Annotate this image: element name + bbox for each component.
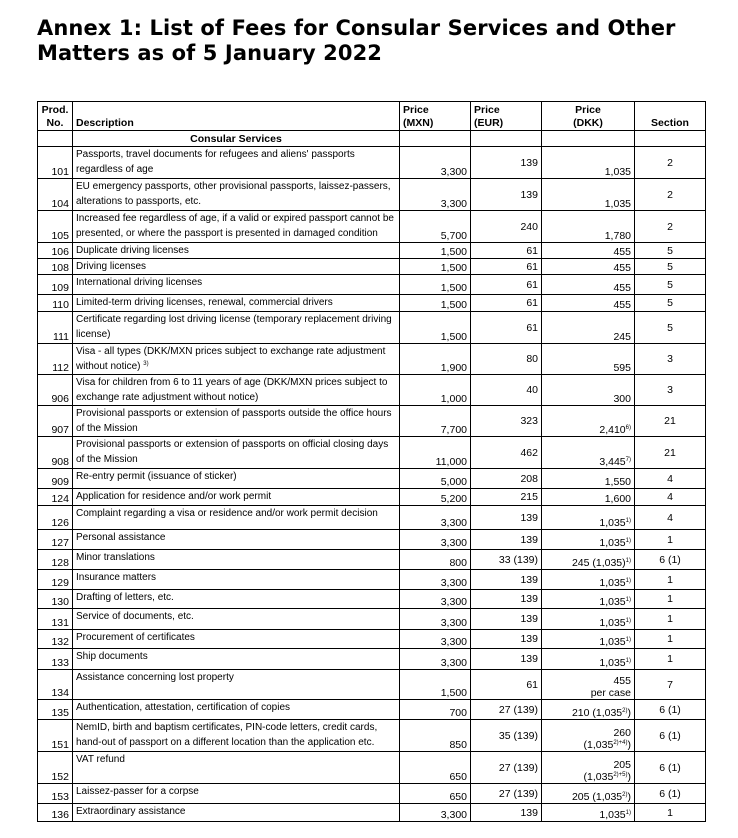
section-cell: 1 bbox=[635, 530, 706, 550]
description-cell bbox=[73, 752, 400, 784]
table-row bbox=[38, 506, 706, 530]
description-cell bbox=[73, 344, 400, 375]
price-dkk-value: 455 bbox=[613, 262, 631, 274]
section-cell: 1 bbox=[635, 649, 706, 670]
price-dkk-cell bbox=[542, 243, 635, 259]
description-cell bbox=[73, 590, 400, 609]
price-mxn-cell: 3,300 bbox=[400, 570, 471, 590]
table-row bbox=[38, 720, 706, 752]
table-row bbox=[38, 437, 706, 469]
footnote-ref: 2)+5) bbox=[613, 772, 628, 778]
table-row bbox=[38, 784, 706, 804]
price-dkk-cell bbox=[542, 312, 635, 344]
section-cell: 5 bbox=[635, 295, 706, 312]
price-eur-cell: 35 (139) bbox=[471, 720, 542, 752]
price-eur-cell: 27 (139) bbox=[471, 752, 542, 784]
footnote-ref: 1) bbox=[625, 658, 631, 664]
header-prod-no: Prod. No. bbox=[38, 102, 73, 131]
price-mxn-cell: 5,200 bbox=[400, 489, 471, 506]
price-mxn-cell: 3,300 bbox=[400, 147, 471, 179]
table-row bbox=[38, 179, 706, 211]
price-dkk-cell bbox=[542, 147, 635, 179]
section-cell: 6 (1) bbox=[635, 550, 706, 570]
price-dkk-cell bbox=[542, 590, 635, 609]
description-cell bbox=[73, 295, 400, 312]
section-heading: Consular Services bbox=[73, 131, 400, 147]
price-dkk-cell bbox=[542, 259, 635, 275]
price-dkk-value: 1,600 bbox=[604, 493, 631, 505]
price-eur-cell: 139 bbox=[471, 506, 542, 530]
price-eur-cell: 323 bbox=[471, 406, 542, 437]
price-dkk-note: per case bbox=[590, 687, 631, 699]
table-row bbox=[38, 752, 706, 784]
description-cell bbox=[73, 437, 400, 469]
price-dkk-cell bbox=[542, 609, 635, 630]
prod-no-cell: 134 bbox=[38, 670, 73, 700]
price-mxn-cell: 700 bbox=[400, 700, 471, 720]
footnote-ref: 1) bbox=[625, 597, 631, 603]
description-cell bbox=[73, 179, 400, 211]
price-dkk-value: 455 bbox=[613, 299, 631, 311]
price-dkk-cell bbox=[542, 530, 635, 550]
footnote-ref: 3) bbox=[143, 361, 149, 367]
price-eur-cell: 139 bbox=[471, 590, 542, 609]
prod-no-cell: 129 bbox=[38, 570, 73, 590]
price-mxn-cell: 3,300 bbox=[400, 590, 471, 609]
description-cell bbox=[73, 784, 400, 804]
price-dkk-cell bbox=[542, 506, 635, 530]
description-cell bbox=[73, 243, 400, 259]
description-cell bbox=[73, 700, 400, 720]
price-mxn-cell: 3,300 bbox=[400, 530, 471, 550]
price-mxn-cell: 650 bbox=[400, 784, 471, 804]
section-cell: 1 bbox=[635, 570, 706, 590]
description-cell bbox=[73, 609, 400, 630]
price-eur-cell: 139 bbox=[471, 804, 542, 822]
prod-no-cell: 109 bbox=[38, 275, 73, 295]
description-cell bbox=[73, 649, 400, 670]
table-row bbox=[38, 700, 706, 720]
prod-no-cell: 131 bbox=[38, 609, 73, 630]
section-cell: 5 bbox=[635, 259, 706, 275]
description-text: Certificate regarding lost driving license (temporary replacement driving license) bbox=[76, 314, 392, 340]
price-eur-cell: 139 bbox=[471, 630, 542, 649]
price-dkk-close: ) bbox=[627, 791, 631, 803]
section-cell: 6 (1) bbox=[635, 700, 706, 720]
price-dkk-value: 1,780 bbox=[604, 230, 631, 242]
description-text: Authentication, attestation, certification of copies bbox=[76, 702, 291, 713]
description-cell bbox=[73, 530, 400, 550]
price-mxn-cell: 3,300 bbox=[400, 630, 471, 649]
table-row bbox=[38, 275, 706, 295]
price-eur-cell: 61 bbox=[471, 243, 542, 259]
footnote-ref: 2) bbox=[622, 792, 628, 798]
section-cell: 6 (1) bbox=[635, 752, 706, 784]
price-dkk-cell bbox=[542, 375, 635, 406]
table-row bbox=[38, 590, 706, 609]
price-dkk-value: 300 bbox=[613, 393, 631, 405]
fees-table bbox=[37, 101, 706, 822]
prod-no-cell: 105 bbox=[38, 211, 73, 243]
price-eur-cell: 80 bbox=[471, 344, 542, 375]
price-dkk-cell bbox=[542, 784, 635, 804]
price-dkk-cell bbox=[542, 550, 635, 570]
prod-no-cell: 909 bbox=[38, 469, 73, 489]
section-cell: 4 bbox=[635, 489, 706, 506]
price-dkk-cell bbox=[542, 570, 635, 590]
table-row bbox=[38, 670, 706, 700]
price-eur-cell: 139 bbox=[471, 530, 542, 550]
table-row bbox=[38, 469, 706, 489]
description-text: Provisional passports or extension of passports outside the office hours of the Mission bbox=[76, 408, 392, 434]
prod-no-cell: 133 bbox=[38, 649, 73, 670]
description-cell bbox=[73, 259, 400, 275]
prod-no-cell: 135 bbox=[38, 700, 73, 720]
footnote-ref: 1) bbox=[625, 637, 631, 643]
footnote-ref: 2) bbox=[622, 708, 628, 714]
price-dkk-cell bbox=[542, 469, 635, 489]
footnote-ref: 1) bbox=[625, 538, 631, 544]
price-dkk-value: 1,035 bbox=[599, 809, 626, 821]
price-dkk-value: 1,550 bbox=[604, 476, 631, 488]
price-dkk-value: 1,035 bbox=[599, 537, 626, 549]
price-mxn-cell: 1,500 bbox=[400, 295, 471, 312]
description-text: Passports, travel documents for refugees and aliens' passports regardless of age bbox=[76, 149, 355, 175]
price-dkk-value: 2,410 bbox=[599, 424, 626, 436]
table-row bbox=[38, 530, 706, 550]
price-dkk-cell bbox=[542, 179, 635, 211]
description-text: Provisional passports or extension of passports on official closing days of the Mission bbox=[76, 439, 389, 465]
prod-no-cell: 907 bbox=[38, 406, 73, 437]
description-text: Driving licenses bbox=[76, 261, 147, 272]
price-eur-cell: 139 bbox=[471, 609, 542, 630]
price-dkk-value: 1,035 bbox=[599, 517, 626, 529]
description-text: NemID, birth and baptism certificates, PIN-code letters, credit cards, hand-out of passport on a different location than the application etc. bbox=[76, 722, 378, 748]
footnote-ref: 1) bbox=[625, 810, 631, 816]
description-cell bbox=[73, 312, 400, 344]
prod-no-cell: 151 bbox=[38, 720, 73, 752]
price-dkk-value: 1,035 bbox=[599, 636, 626, 648]
price-dkk-close: ) bbox=[627, 739, 631, 751]
price-dkk-close: ) bbox=[627, 707, 631, 719]
header-price-dkk: Price (DKK) bbox=[542, 102, 635, 131]
description-text: Procurement of certificates bbox=[76, 632, 195, 643]
description-cell bbox=[73, 489, 400, 506]
price-dkk-cell bbox=[542, 295, 635, 312]
price-eur-cell: 61 bbox=[471, 259, 542, 275]
price-dkk-value: 245 (1,035) bbox=[571, 557, 626, 569]
table-row bbox=[38, 147, 706, 179]
description-text: Laissez-passer for a corpse bbox=[76, 786, 199, 797]
table-row bbox=[38, 375, 706, 406]
price-eur-cell: 61 bbox=[471, 670, 542, 700]
footnote-ref: 1) bbox=[625, 618, 631, 624]
description-cell bbox=[73, 550, 400, 570]
prod-no-cell: 111 bbox=[38, 312, 73, 344]
price-mxn-cell: 5,700 bbox=[400, 211, 471, 243]
header-section: Section bbox=[635, 102, 706, 131]
description-text: Ship documents bbox=[76, 651, 148, 662]
description-text: Visa - all types (DKK/MXN prices subject to exchange rate adjustment without notice) bbox=[76, 346, 386, 372]
description-text: Assistance concerning lost property bbox=[76, 672, 234, 683]
price-mxn-cell: 1,500 bbox=[400, 259, 471, 275]
price-dkk-cell bbox=[542, 804, 635, 822]
price-mxn-cell: 11,000 bbox=[400, 437, 471, 469]
price-dkk-cell bbox=[542, 489, 635, 506]
table-row bbox=[38, 312, 706, 344]
prod-no-cell: 108 bbox=[38, 259, 73, 275]
description-text: Limited-term driving licenses, renewal, commercial drivers bbox=[76, 297, 333, 308]
price-dkk-value: 260 bbox=[613, 727, 631, 739]
price-dkk-cell bbox=[542, 630, 635, 649]
description-cell bbox=[73, 720, 400, 752]
price-mxn-cell: 1,000 bbox=[400, 375, 471, 406]
section-cell: 1 bbox=[635, 609, 706, 630]
price-dkk-value: 1,035 bbox=[604, 198, 631, 210]
description-text: Re-entry permit (issuance of sticker) bbox=[76, 471, 237, 482]
prod-no-cell: 152 bbox=[38, 752, 73, 784]
section-cell: 7 bbox=[635, 670, 706, 700]
price-eur-cell: 61 bbox=[471, 275, 542, 295]
price-eur-cell: 27 (139) bbox=[471, 784, 542, 804]
prod-no-cell: 101 bbox=[38, 147, 73, 179]
price-dkk-note: (1,035 bbox=[583, 771, 614, 783]
price-mxn-cell: 3,300 bbox=[400, 506, 471, 530]
table-row bbox=[38, 570, 706, 590]
header-price-mxn: Price (MXN) bbox=[400, 102, 471, 131]
price-dkk-cell bbox=[542, 670, 635, 700]
price-eur-cell: 139 bbox=[471, 147, 542, 179]
section-cell: 5 bbox=[635, 275, 706, 295]
price-mxn-cell: 3,300 bbox=[400, 179, 471, 211]
section-cell: 21 bbox=[635, 406, 706, 437]
price-mxn-cell: 650 bbox=[400, 752, 471, 784]
price-mxn-cell: 850 bbox=[400, 720, 471, 752]
prod-no-cell: 112 bbox=[38, 344, 73, 375]
footnote-ref: 1) bbox=[625, 578, 631, 584]
price-dkk-value: 205 (1,035 bbox=[571, 791, 623, 803]
prod-no-cell: 906 bbox=[38, 375, 73, 406]
prod-no-cell: 110 bbox=[38, 295, 73, 312]
price-mxn-cell: 800 bbox=[400, 550, 471, 570]
price-mxn-cell: 7,700 bbox=[400, 406, 471, 437]
price-dkk-cell bbox=[542, 720, 635, 752]
description-text: Minor translations bbox=[76, 552, 155, 563]
section-heading-row bbox=[38, 131, 706, 147]
price-dkk-cell bbox=[542, 700, 635, 720]
footnote-ref: 1) bbox=[625, 518, 631, 524]
price-dkk-value: 245 bbox=[613, 331, 631, 343]
price-mxn-cell: 1,900 bbox=[400, 344, 471, 375]
price-dkk-value: 205 bbox=[613, 759, 631, 771]
price-dkk-cell bbox=[542, 752, 635, 784]
price-mxn-cell: 3,300 bbox=[400, 804, 471, 822]
price-mxn-cell: 1,500 bbox=[400, 670, 471, 700]
prod-no-cell: 104 bbox=[38, 179, 73, 211]
description-text: Service of documents, etc. bbox=[76, 611, 194, 622]
price-eur-cell: 40 bbox=[471, 375, 542, 406]
prod-no-cell: 132 bbox=[38, 630, 73, 649]
section-cell: 5 bbox=[635, 312, 706, 344]
description-text: Application for residence and/or work permit bbox=[76, 491, 272, 502]
prod-no-cell: 130 bbox=[38, 590, 73, 609]
description-text: Increased fee regardless of age, if a valid or expired passport cannot be presented, or where the passport is presented in damaged condition bbox=[76, 213, 394, 239]
table-row bbox=[38, 243, 706, 259]
description-cell bbox=[73, 375, 400, 406]
section-cell: 1 bbox=[635, 804, 706, 822]
price-mxn-cell: 3,300 bbox=[400, 609, 471, 630]
prod-no-cell: 908 bbox=[38, 437, 73, 469]
table-row bbox=[38, 344, 706, 375]
description-text: Visa for children from 6 to 11 years of age (DKK/MXN prices subject to exchange rate adjustment without notice) bbox=[76, 377, 388, 403]
section-cell: 2 bbox=[635, 179, 706, 211]
description-text: Duplicate driving licenses bbox=[76, 245, 189, 256]
description-cell bbox=[73, 469, 400, 489]
description-text: Extraordinary assistance bbox=[76, 806, 186, 817]
section-cell: 5 bbox=[635, 243, 706, 259]
description-text: Insurance matters bbox=[76, 572, 157, 583]
table-row bbox=[38, 630, 706, 649]
section-cell: 2 bbox=[635, 211, 706, 243]
description-cell bbox=[73, 570, 400, 590]
description-cell bbox=[73, 630, 400, 649]
price-dkk-value: 1,035 bbox=[599, 577, 626, 589]
footnote-ref: 1) bbox=[625, 558, 631, 564]
price-eur-cell: 27 (139) bbox=[471, 700, 542, 720]
price-eur-cell: 139 bbox=[471, 570, 542, 590]
price-dkk-cell bbox=[542, 211, 635, 243]
price-dkk-close: ) bbox=[627, 771, 631, 783]
header-row bbox=[38, 102, 706, 131]
price-dkk-value: 455 bbox=[613, 246, 631, 258]
table-row bbox=[38, 804, 706, 822]
price-dkk-value: 1,035 bbox=[604, 166, 631, 178]
prod-no-cell: 136 bbox=[38, 804, 73, 822]
price-dkk-note: (1,035 bbox=[583, 739, 614, 751]
footnote-ref: 2)+4) bbox=[613, 740, 628, 746]
price-eur-cell: 208 bbox=[471, 469, 542, 489]
prod-no-cell: 127 bbox=[38, 530, 73, 550]
header-description: Description bbox=[73, 102, 400, 131]
price-mxn-cell: 1,500 bbox=[400, 275, 471, 295]
section-cell: 3 bbox=[635, 344, 706, 375]
prod-no-cell: 126 bbox=[38, 506, 73, 530]
prod-no-cell: 153 bbox=[38, 784, 73, 804]
price-dkk-cell bbox=[542, 437, 635, 469]
price-dkk-value: 1,035 bbox=[599, 596, 626, 608]
footnote-ref: 6) bbox=[625, 425, 631, 431]
section-cell: 4 bbox=[635, 506, 706, 530]
price-mxn-cell: 3,300 bbox=[400, 649, 471, 670]
price-eur-cell: 462 bbox=[471, 437, 542, 469]
description-text: VAT refund bbox=[76, 754, 125, 765]
table-row bbox=[38, 489, 706, 506]
price-eur-cell: 215 bbox=[471, 489, 542, 506]
page-title: Annex 1: List of Fees for Consular Services and Other Matters as of 5 January 2022 bbox=[37, 16, 676, 65]
description-cell bbox=[73, 506, 400, 530]
description-cell bbox=[73, 406, 400, 437]
price-mxn-cell: 5,000 bbox=[400, 469, 471, 489]
prod-no-cell: 106 bbox=[38, 243, 73, 259]
description-text: Complaint regarding a visa or residence and/or work permit decision bbox=[76, 508, 378, 519]
description-cell bbox=[73, 804, 400, 822]
description-text: Personal assistance bbox=[76, 532, 166, 543]
table-row bbox=[38, 295, 706, 312]
price-eur-cell: 61 bbox=[471, 295, 542, 312]
price-mxn-cell: 1,500 bbox=[400, 243, 471, 259]
description-cell bbox=[73, 670, 400, 700]
prod-no-cell: 124 bbox=[38, 489, 73, 506]
description-cell bbox=[73, 147, 400, 179]
section-cell: 6 (1) bbox=[635, 784, 706, 804]
table-row bbox=[38, 259, 706, 275]
description-text: International driving licenses bbox=[76, 277, 203, 288]
price-eur-cell: 139 bbox=[471, 649, 542, 670]
price-dkk-value: 1,035 bbox=[599, 617, 626, 629]
description-cell bbox=[73, 211, 400, 243]
table-row bbox=[38, 550, 706, 570]
price-eur-cell: 61 bbox=[471, 312, 542, 344]
price-eur-cell: 33 (139) bbox=[471, 550, 542, 570]
price-dkk-cell bbox=[542, 275, 635, 295]
price-dkk-cell bbox=[542, 649, 635, 670]
section-cell: 1 bbox=[635, 630, 706, 649]
description-text: EU emergency passports, other provisional passports, laissez-passers, alterations to passports, etc. bbox=[76, 181, 391, 207]
footnote-ref: 7) bbox=[625, 457, 631, 463]
price-eur-cell: 139 bbox=[471, 179, 542, 211]
price-eur-cell: 240 bbox=[471, 211, 542, 243]
table-row bbox=[38, 406, 706, 437]
section-cell: 21 bbox=[635, 437, 706, 469]
section-cell: 2 bbox=[635, 147, 706, 179]
prod-no-cell: 128 bbox=[38, 550, 73, 570]
price-dkk-value: 1,035 bbox=[599, 657, 626, 669]
table-row bbox=[38, 211, 706, 243]
price-dkk-value: 455 bbox=[613, 675, 631, 687]
price-mxn-cell: 1,500 bbox=[400, 312, 471, 344]
description-cell bbox=[73, 275, 400, 295]
price-dkk-cell bbox=[542, 406, 635, 437]
price-dkk-value: 210 (1,035 bbox=[571, 707, 623, 719]
section-cell: 3 bbox=[635, 375, 706, 406]
section-cell: 6 (1) bbox=[635, 720, 706, 752]
section-cell: 4 bbox=[635, 469, 706, 489]
header-price-eur: Price (EUR) bbox=[471, 102, 542, 131]
price-dkk-value: 3,445 bbox=[599, 456, 626, 468]
section-cell: 1 bbox=[635, 590, 706, 609]
table-row bbox=[38, 649, 706, 670]
table-row bbox=[38, 609, 706, 630]
description-text: Drafting of letters, etc. bbox=[76, 592, 174, 603]
price-dkk-value: 595 bbox=[613, 362, 631, 374]
price-dkk-value: 455 bbox=[613, 282, 631, 294]
price-dkk-cell bbox=[542, 344, 635, 375]
